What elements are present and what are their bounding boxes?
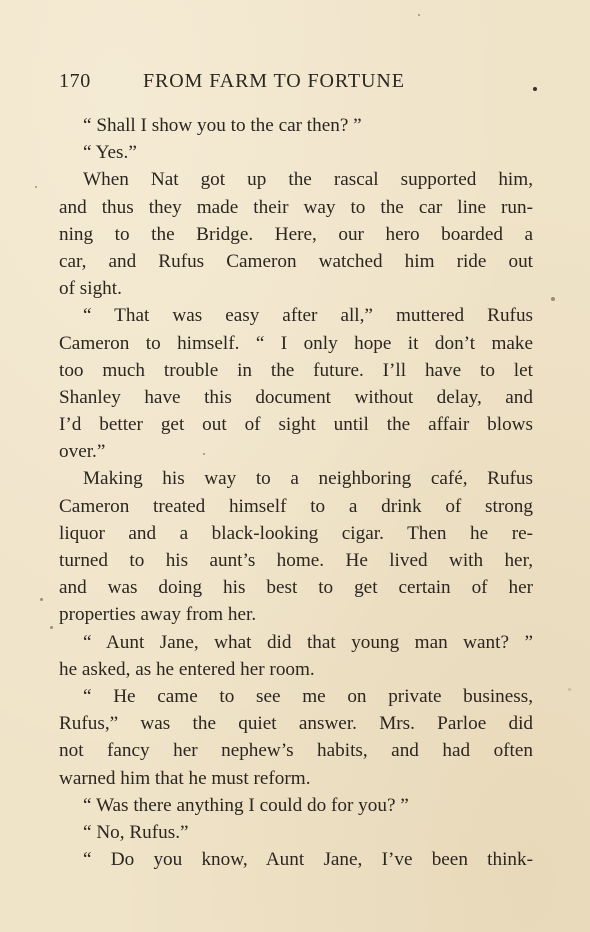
text-line: car, and Rufus Cameron watched him ride out (59, 250, 533, 272)
text-line: warned him that he must reform. (59, 767, 311, 789)
paper-speck (40, 598, 43, 601)
paper-speck (551, 297, 555, 301)
paper-speck (35, 186, 37, 188)
text-line: not fancy her nephew’s habits, and had often (59, 740, 533, 762)
text-line: “ That was easy after all,” muttered Rufus (83, 305, 533, 327)
text-line: Cameron treated himself to a drink of strong (59, 495, 533, 517)
text-line: Cameron to himself. “ I only hope it don’t make (59, 332, 533, 354)
text-line: “ Do you know, Aunt Jane, I’ve been think- (83, 849, 533, 871)
text-line: Shanley have this document without delay, and (59, 386, 533, 408)
paper-speck (203, 453, 205, 455)
running-title: FROM FARM TO FORTUNE (143, 70, 405, 92)
text-line: Rufus,” was the quiet answer. Mrs. Parloe did (59, 713, 533, 735)
text-line: “ Yes.” (83, 142, 137, 164)
header-ornament-dot (533, 87, 537, 91)
text-line: of sight. (59, 278, 122, 300)
text-line: “ Aunt Jane, what did that young man want? ” (83, 631, 533, 653)
text-line: “ Shall I show you to the car then? ” (83, 115, 362, 136)
paper-speck (418, 14, 420, 16)
text-line: I’d better get out of sight until the affair blows (59, 414, 533, 436)
paper-speck (568, 688, 571, 691)
text-line: properties away from her. (59, 604, 257, 626)
text-line: over.” (59, 441, 106, 463)
text-line: turned to his aunt’s home. He lived with her, (59, 550, 533, 571)
page-header (59, 70, 533, 98)
text-line: liquor and a black-looking cigar. Then he re- (59, 522, 533, 544)
text-line: When Nat got up the rascal supported him, (83, 169, 533, 191)
text-line: Making his way to a neighboring café, Rufus (83, 468, 533, 490)
text-line: “ No, Rufus.” (83, 821, 189, 843)
body-text (59, 112, 533, 873)
page-number: 170 (59, 70, 91, 92)
text-line: and was doing his best to get certain of her (59, 577, 533, 599)
paper-speck (50, 626, 53, 629)
text-line: too much trouble in the future. I’ll have to let (59, 359, 533, 381)
text-line: ning to the Bridge. Here, our hero boarded a (59, 223, 533, 245)
text-line: “ He came to see me on private business, (83, 685, 533, 707)
text-line: he asked, as he entered her room. (59, 658, 315, 680)
text-line: “ Was there anything I could do for you? ” (83, 794, 409, 816)
text-line: and thus they made their way to the car line run- (59, 196, 533, 218)
